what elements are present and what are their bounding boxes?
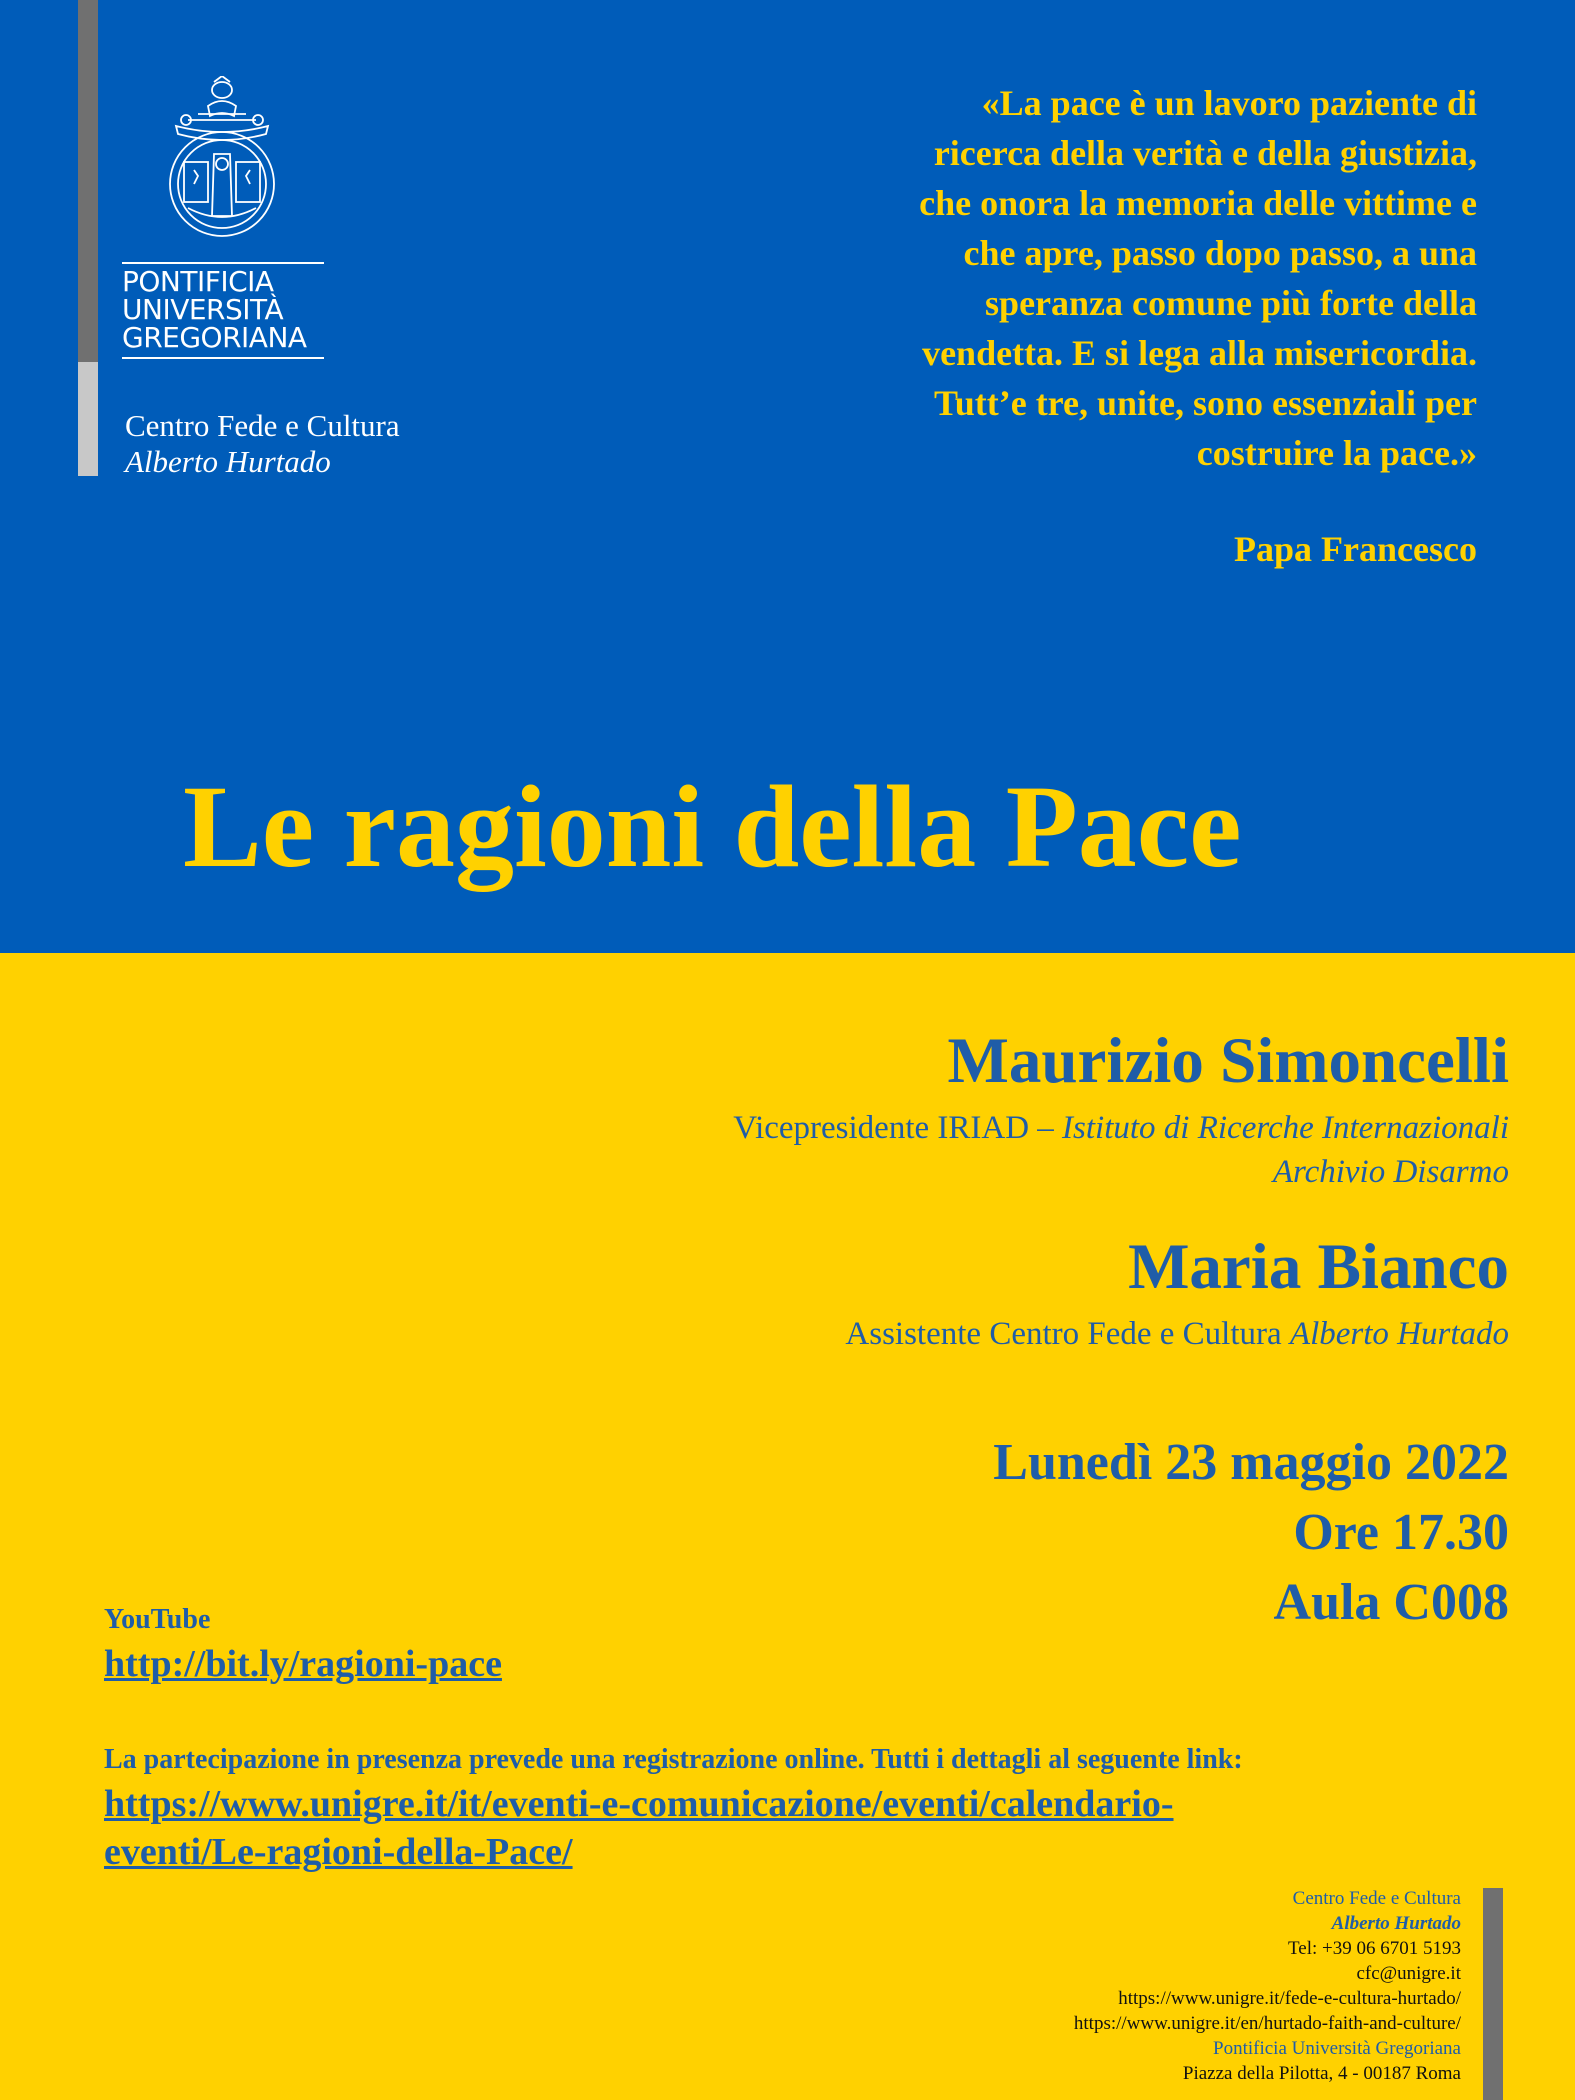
footer-url-en[interactable]: https://www.unigre.it/en/hurtado-faith-and-culture/ [1073, 2013, 1461, 2034]
centro-label [125, 408, 400, 480]
registration-link-line-1[interactable]: https://www.unigre.it/it/eventi-e-comunicazione/eventi/calendario- [104, 1783, 1174, 1825]
quote-line: che apre, passo dopo passo, a una [963, 233, 1477, 273]
footer-url-it[interactable]: https://www.unigre.it/fede-e-cultura-hurtado/ [1118, 1988, 1461, 2009]
speaker-role [845, 1312, 1509, 1356]
speaker-role-prefix: Assistente Centro Fede e Cultura [845, 1316, 1290, 1352]
footer-university: Pontificia Università Gregoriana [1213, 2038, 1461, 2059]
speaker-name: Maria Bianco [1128, 1231, 1509, 1303]
quote-line: costruire la pace.» [1196, 433, 1477, 473]
quote-line: vendetta. E si lega alla misericordia. [922, 333, 1477, 373]
speaker-role [733, 1106, 1509, 1150]
university-crest-icon [158, 76, 286, 242]
registration-link[interactable] [104, 1780, 1404, 1876]
quote-block [717, 78, 1477, 478]
quote-line: ricerca della verità e della giustizia, [933, 133, 1477, 173]
logo-rule-bottom [122, 357, 324, 359]
speaker-name: Maurizio Simoncelli [947, 1025, 1509, 1097]
logo-rule-top [122, 262, 324, 264]
speaker-role-org: Istituto di Ricerche Internazionali [1062, 1110, 1509, 1146]
quote-line: che onora la memoria delle vittime e [919, 183, 1477, 223]
centro-line-2: Alberto Hurtado [125, 444, 331, 479]
footer-accent-bar [1483, 1888, 1503, 2100]
logo-line-1: PONTIFICIA [122, 265, 274, 298]
event-title: Le ragioni della Pace [183, 761, 1242, 892]
logo-line-3: GREGORIANA [122, 321, 307, 354]
youtube-label: YouTube [104, 1604, 211, 1635]
centro-line-1: Centro Fede e Cultura [125, 408, 400, 443]
quote-author: Papa Francesco [1234, 529, 1477, 569]
event-date: Lunedì 23 maggio 2022 [993, 1434, 1509, 1491]
logo-line-2: UNIVERSITÀ [122, 293, 284, 326]
quote-line: «La pace è un lavoro paziente di [981, 83, 1477, 123]
footer-address: Piazza della Pilotta, 4 - 00187 Roma [1182, 2063, 1461, 2084]
speaker-role-org: Alberto Hurtado [1289, 1316, 1509, 1352]
event-room: Aula C008 [1273, 1574, 1509, 1631]
footer-centro-name: Alberto Hurtado [1331, 1913, 1461, 1934]
speaker-role-prefix: Vicepresidente IRIAD – [733, 1110, 1063, 1146]
quote-line: Tutt’e tre, unite, sono essenziali per [934, 383, 1477, 423]
footer-tel: Tel: +39 06 6701 5193 [1288, 1938, 1461, 1959]
quote-line: speranza comune più forte della [985, 283, 1477, 323]
registration-note: La partecipazione in presenza prevede una registrazione online. Tutti i dettagli al seguente link: [104, 1744, 1243, 1775]
footer-centro: Centro Fede e Cultura [1292, 1888, 1461, 1909]
event-when [993, 1428, 1509, 1638]
speaker-role-line-2: Archivio Disarmo [1272, 1154, 1509, 1190]
accent-bar-light [78, 362, 98, 476]
footer-contacts [1074, 1886, 1461, 2086]
accent-bar [78, 0, 98, 362]
registration-link-line-2[interactable]: eventi/Le-ragioni-della-Pace/ [104, 1831, 573, 1873]
youtube-link[interactable]: http://bit.ly/ragioni-pace [104, 1643, 502, 1685]
footer-email[interactable]: cfc@unigre.it [1356, 1963, 1461, 1984]
event-time: Ore 17.30 [1293, 1504, 1509, 1561]
